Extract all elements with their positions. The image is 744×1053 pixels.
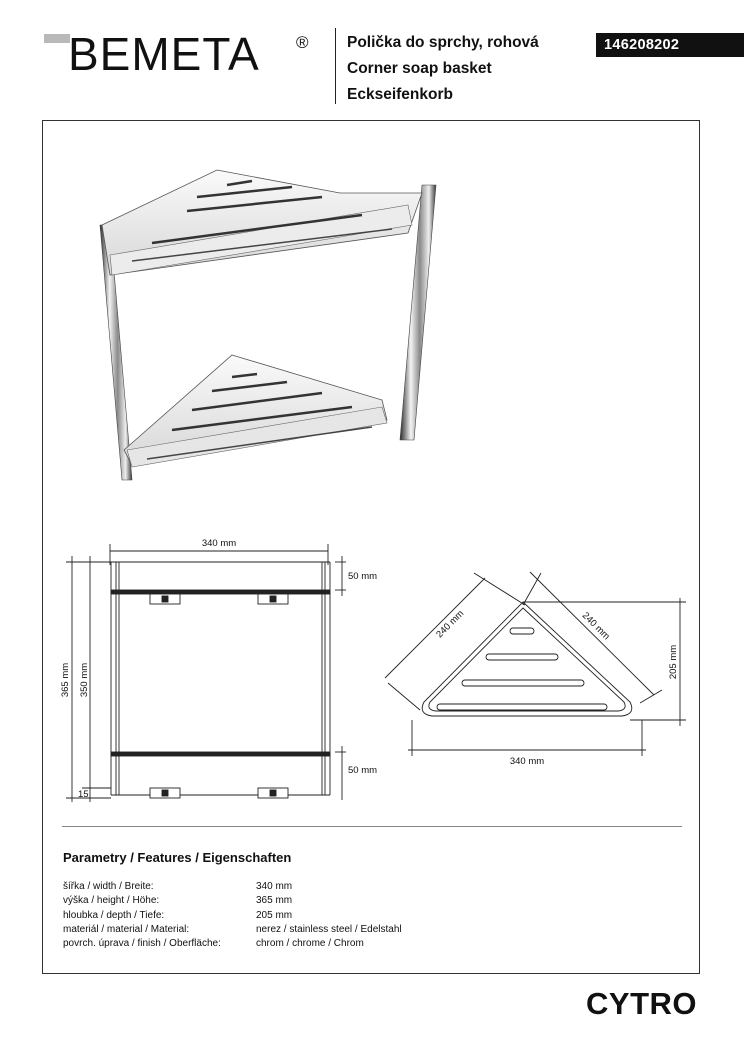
dim-outer-height: 365 mm [60, 662, 71, 698]
series-name: CYTRO [586, 986, 697, 1021]
specs-table [63, 880, 402, 951]
top-view-drawing [390, 550, 700, 775]
product-photo [92, 165, 442, 495]
dim-side-right: 240 mm [579, 610, 612, 643]
dim-front-width: 340 mm [201, 538, 237, 549]
spec-row [63, 909, 402, 923]
spec-value: 365 mm [256, 895, 293, 907]
spec-value: 340 mm [256, 881, 293, 892]
spec-value: nerez / stainless steel / Edelstahl [256, 923, 402, 935]
dim-top-width: 340 mm [509, 756, 545, 767]
brand-name: BEMETA [68, 28, 260, 80]
spec-label: materiál / material / Material: [63, 923, 190, 935]
spec-label: hloubka / depth / Tiefe: [63, 909, 165, 921]
dim-bottom-gap: 50 mm [348, 765, 378, 776]
product-code: 146208202 [596, 33, 744, 57]
spec-label: povrch. úprava / finish / Oberfläche: [63, 938, 221, 950]
spec-value: 205 mm [256, 909, 293, 921]
product-titles [347, 30, 539, 108]
section-divider [62, 826, 682, 827]
specs-title: Parametry / Features / Eigenschaften [63, 850, 292, 865]
dim-depth: 205 mm [668, 644, 679, 680]
header-divider [335, 28, 336, 104]
title-de: Eckseifenkorb [347, 86, 453, 103]
spec-row [63, 937, 402, 951]
spec-row [63, 923, 402, 937]
spec-row [63, 880, 402, 894]
dim-base-offset: 15 [78, 789, 89, 800]
spec-value: chrom / chrome / Chrom [256, 938, 364, 950]
front-view-drawing [52, 530, 378, 805]
dim-top-gap: 50 mm [348, 571, 378, 582]
dim-side-left: 240 mm [434, 608, 467, 641]
title-en: Corner soap basket [347, 60, 492, 77]
spec-label: šířka / width / Breite: [63, 881, 154, 892]
registered-mark: ® [296, 33, 309, 52]
logo-grey-bar [44, 34, 70, 43]
spec-row [63, 894, 402, 908]
brand-logo [44, 22, 334, 82]
dim-inner-height: 350 mm [79, 662, 90, 698]
title-cz: Polička do sprchy, rohová [347, 34, 539, 51]
spec-label: výška / height / Höhe: [63, 895, 160, 907]
